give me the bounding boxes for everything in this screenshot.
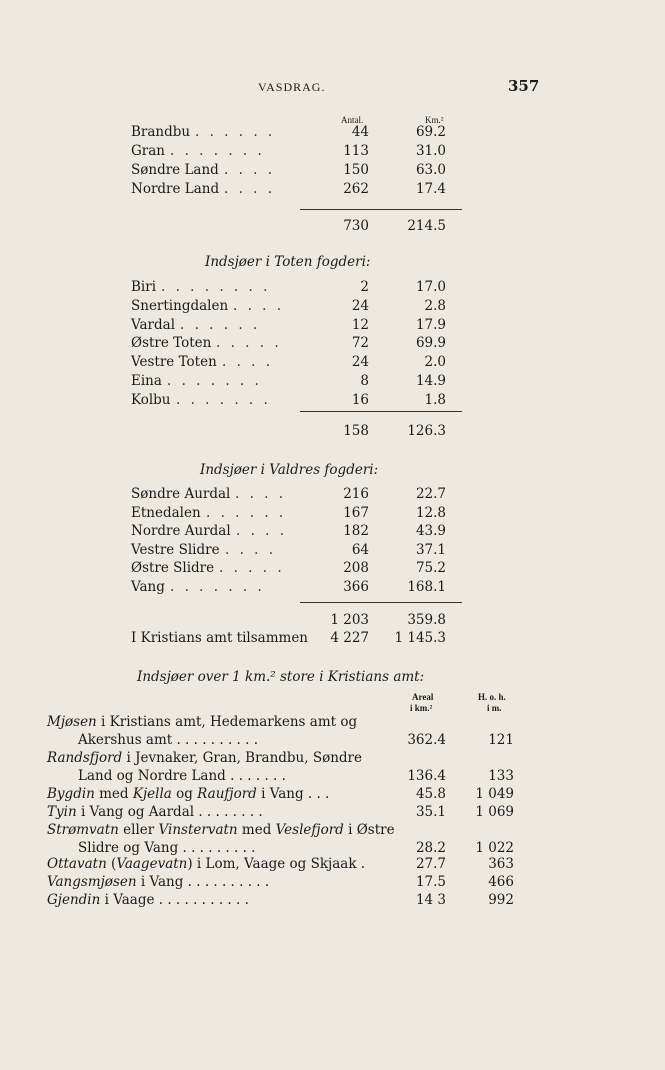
lake-entry-continued: Land og Nordre Land . . . . . . . — [78, 768, 286, 784]
table-row — [131, 541, 461, 559]
grand-total-area: 1 145.3 — [394, 630, 446, 646]
total-count: 1 203 — [330, 612, 369, 628]
group-total-row — [131, 611, 461, 629]
row-name: Østre Slidre — [131, 560, 215, 577]
lake-text: med — [237, 822, 276, 838]
row-count: 16 — [351, 391, 369, 408]
section-heading-valdres: Indsjøer i Valdres fogderi: — [200, 462, 379, 478]
lake-name: Gjendin — [47, 892, 101, 908]
row-count: 24 — [351, 297, 369, 314]
lake-entry — [47, 785, 329, 803]
row-count: 44 — [351, 124, 369, 140]
lake-height: 121 — [488, 732, 514, 748]
lake-text: og — [171, 786, 198, 802]
lakes-heading-unit: km.² — [245, 669, 276, 685]
row-area: 69.2 — [415, 124, 446, 140]
lake-text: Vaagevatn — [116, 856, 188, 872]
lake-name: Vangsmjøsen — [47, 874, 137, 890]
leader-dots: . . . . . . — [180, 316, 261, 333]
lake-entry-continued: Akershus amt . . . . . . . . . . — [78, 732, 259, 748]
row-count: 72 — [351, 335, 369, 352]
lake-text: Veslefjord — [275, 822, 344, 838]
row-name: Nordre Land — [131, 181, 220, 197]
row-count: 8 — [360, 373, 369, 389]
lake-entry-continued: Slidre og Vang . . . . . . . . . — [78, 840, 256, 856]
grand-total-row — [131, 629, 461, 647]
row-count: 64 — [351, 541, 369, 558]
lakes-heading — [137, 669, 424, 685]
lakes-heading-part: amt: — [389, 669, 425, 685]
table-row — [131, 297, 461, 315]
lake-text: i Vaage . . . . . . . . . . . — [100, 892, 249, 908]
leader-dots: . . . . — [233, 297, 285, 314]
row-area: 14.9 — [415, 373, 446, 389]
lake-text: i Vang . . . . . . . . . . — [136, 874, 270, 890]
lake-area: 28.2 — [415, 840, 446, 856]
total-area: 214.5 — [407, 218, 446, 234]
row-area: 2.8 — [424, 297, 446, 314]
lake-entry — [47, 749, 362, 767]
lake-height: 466 — [488, 874, 514, 890]
lake-height: 1 022 — [475, 840, 514, 856]
lake-text: Vinstervatn — [158, 822, 238, 838]
row-count: 150 — [343, 162, 369, 178]
row-name: Søndre Land — [131, 162, 219, 178]
lake-entry — [47, 873, 269, 891]
col-areal-unit: i km.² — [410, 703, 433, 713]
group-total-row — [131, 217, 461, 235]
row-area: 43.9 — [415, 523, 446, 540]
leader-dots: . . . . . . . — [170, 579, 265, 595]
lakes-heading-part: Indsjøer over 1 — [137, 669, 246, 685]
row-area: 75.2 — [415, 560, 446, 577]
table-row — [131, 391, 461, 409]
row-name: Vang — [131, 579, 165, 595]
table-row — [131, 278, 461, 296]
leader-dots: . . . . . . . — [176, 391, 271, 408]
column-header-count: Antal. — [341, 115, 364, 125]
row-count: 113 — [343, 143, 369, 159]
row-name: Vardal — [131, 316, 176, 333]
row-count: 208 — [343, 560, 369, 577]
row-name: Søndre Aurdal — [131, 486, 231, 502]
row-name: Vestre Slidre — [131, 541, 220, 558]
total-count: 730 — [343, 218, 369, 234]
table-row — [131, 578, 461, 596]
lake-name: Ottavatn — [47, 856, 107, 872]
leader-dots: . . . . . . — [206, 504, 287, 521]
row-count: 2 — [360, 279, 369, 295]
lake-text: i Østre — [343, 822, 395, 838]
section-heading-toten: Indsjøer i Toten fogderi: — [205, 254, 371, 270]
row-area: 31.0 — [415, 143, 446, 159]
lake-text: i Jevnaker, Gran, Brandbu, Søndre — [122, 750, 362, 766]
row-count: 262 — [343, 181, 369, 197]
table-row — [131, 485, 461, 503]
lake-entry — [47, 855, 365, 873]
lake-area: 35.1 — [415, 804, 446, 820]
lakes-heading-part: store i — [275, 669, 328, 685]
grand-total-count: 4 227 — [330, 630, 369, 646]
page-number: 357 — [508, 77, 540, 95]
row-area: 17.4 — [415, 181, 446, 197]
total-area: 126.3 — [407, 423, 446, 439]
leader-dots: . . . . — [235, 486, 287, 502]
leader-dots: . . . . . . . — [167, 373, 262, 389]
lake-area: 136.4 — [407, 768, 446, 784]
lake-name: Bygdin — [47, 786, 95, 802]
col-areal: Areal — [412, 692, 434, 702]
table-row — [131, 123, 461, 141]
lake-height: 1 069 — [475, 804, 514, 820]
lake-text: i Vang . . . — [256, 786, 330, 802]
leader-dots: . . . . . — [216, 335, 282, 352]
row-area: 17.9 — [415, 316, 446, 333]
leader-dots: . . . . . . — [195, 124, 276, 140]
table-row — [131, 504, 461, 522]
lake-text: eller — [118, 822, 159, 838]
row-area: 17.0 — [415, 279, 446, 295]
row-name: Biri — [131, 279, 157, 295]
lake-area: 14 3 — [415, 892, 446, 908]
row-count: 24 — [351, 354, 369, 371]
table-row — [131, 161, 461, 179]
table-row — [131, 180, 461, 198]
sum-rule — [300, 209, 462, 210]
row-name: Brandbu — [131, 124, 191, 140]
row-name: Nordre Aurdal — [131, 523, 231, 540]
row-name: Etnedalen — [131, 504, 201, 521]
lake-height: 1 049 — [475, 786, 514, 802]
lake-name: Randsfjord — [47, 750, 123, 766]
lake-height: 133 — [488, 768, 514, 784]
group-total-row — [131, 422, 461, 440]
sum-rule — [300, 602, 462, 603]
row-area: 69.9 — [415, 335, 446, 352]
row-area: 37.1 — [415, 541, 446, 558]
row-name: Kolbu — [131, 391, 171, 408]
lakes-heading-county: Kristians — [327, 669, 390, 685]
table-row — [131, 372, 461, 390]
table-row — [131, 142, 461, 160]
lake-area: 27.7 — [415, 856, 446, 872]
grand-total-label: I Kristians amt tilsammen — [131, 630, 309, 646]
lake-text: ) i Lom, Vaage og Skjaak . — [187, 856, 366, 872]
running-header: VASDRAG. — [258, 80, 326, 94]
row-count: 12 — [351, 316, 369, 333]
table-row — [131, 559, 461, 577]
column-header-area: Km.² — [425, 115, 444, 125]
leader-dots: . . . . — [236, 523, 288, 540]
row-area: 63.0 — [415, 162, 446, 178]
lake-text: i Kristians amt, Hedemarkens amt og — [96, 714, 358, 730]
leader-dots: . . . . — [224, 181, 276, 197]
row-name: Snertingdalen — [131, 297, 229, 314]
lake-text: ( — [106, 856, 117, 872]
total-area: 359.8 — [407, 612, 446, 628]
row-name: Vestre Toten — [131, 354, 217, 371]
row-name: Østre Toten — [131, 335, 212, 352]
row-count: 366 — [343, 579, 369, 595]
table-row — [131, 316, 461, 334]
lake-text: Raufjord — [197, 786, 257, 802]
leader-dots: . . . . . . . — [170, 143, 265, 159]
lake-height: 992 — [488, 892, 514, 908]
lake-entry — [47, 891, 249, 909]
row-area: 168.1 — [407, 579, 446, 595]
row-area: 2.0 — [424, 354, 446, 371]
leader-dots: . . . . — [224, 162, 276, 178]
row-count: 167 — [343, 504, 369, 521]
row-area: 12.8 — [415, 504, 446, 521]
lake-name: Tyin — [47, 804, 77, 820]
leader-dots: . . . . . — [219, 560, 285, 577]
table-row — [131, 522, 461, 540]
col-height: H. o. h. — [478, 692, 506, 702]
lake-text: med — [94, 786, 133, 802]
lake-name: Mjøsen — [47, 714, 97, 730]
row-name: Eina — [131, 373, 162, 389]
sum-rule — [300, 411, 462, 412]
leader-dots: . . . . — [225, 541, 277, 558]
lake-entry — [47, 803, 263, 821]
row-count: 182 — [343, 523, 369, 540]
row-area: 1.8 — [424, 391, 446, 408]
row-name: Gran — [131, 143, 165, 159]
row-count: 216 — [343, 486, 369, 502]
table-row — [131, 334, 461, 352]
lake-area: 362.4 — [407, 732, 446, 748]
lake-entry — [47, 713, 357, 731]
lake-text: i Vang og Aardal . . . . . . . . — [76, 804, 263, 820]
lake-height: 363 — [488, 856, 514, 872]
lake-area: 17.5 — [415, 874, 446, 890]
leader-dots: . . . . . . . . — [161, 279, 271, 295]
lake-area: 45.8 — [415, 786, 446, 802]
lake-entry — [47, 821, 395, 839]
total-count: 158 — [343, 423, 369, 439]
lake-name: Strømvatn — [47, 822, 119, 838]
row-area: 22.7 — [415, 486, 446, 502]
leader-dots: . . . . — [222, 354, 274, 371]
lake-text: Kjella — [132, 786, 172, 802]
col-height-unit: i m. — [487, 703, 502, 713]
table-row — [131, 353, 461, 371]
